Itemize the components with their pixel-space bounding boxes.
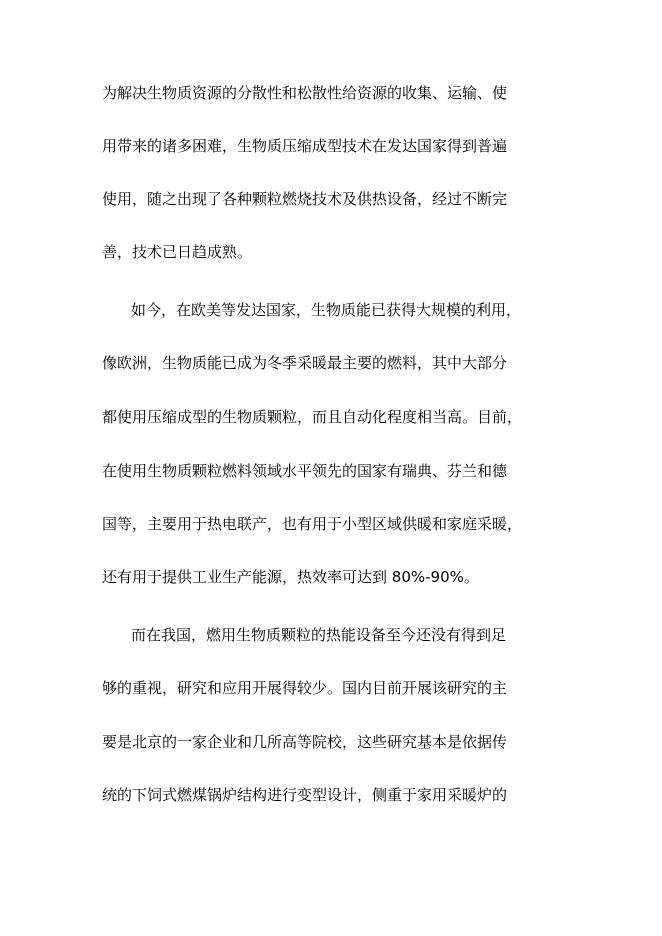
text-line: 够的重视，研究和应用开展得较少。国内目前开展该研究的主: [102, 679, 508, 697]
text-line: 像欧洲，生物质能已成为冬季采暖最主要的燃料，其中大部分: [102, 354, 508, 372]
text-line: 统的下饲式燃煤锅炉结构进行变型设计，侧重于家用采暖炉的: [102, 786, 508, 804]
text-line: 如今，在欧美等发达国家，生物质能已获得大规模的利用，: [131, 301, 522, 319]
text-line: 要是北京的一家企业和几所高等院校，这些研究基本是依据传: [102, 733, 508, 751]
text-line: 使用，随之出现了各种颗粒燃烧技术及供热设备，经过不断完: [102, 190, 508, 208]
text-line: 为解决生物质资源的分散性和松散性给资源的收集、运输、使: [102, 84, 508, 102]
text-line: 国等，主要用于热电联产，也有用于小型区域供暖和家庭采暖，: [102, 515, 523, 533]
text-line: 都使用压缩成型的生物质颗粒，而且自动化程度相当高。目前，: [102, 408, 523, 426]
text-line: 还有用于提供工业生产能源，热效率可达到 80%-90%。: [102, 568, 479, 586]
text-line: 而在我国，燃用生物质颗粒的热能设备至今还没有得到足: [131, 626, 507, 644]
text-line: 善，技术已日趋成熟。: [102, 243, 253, 261]
text-line: 在使用生物质颗粒燃料领域水平领先的国家有瑞典、芬兰和德: [102, 462, 508, 480]
text-line: 用带来的诸多困难，生物质压缩成型技术在发达国家得到普遍: [102, 137, 508, 155]
